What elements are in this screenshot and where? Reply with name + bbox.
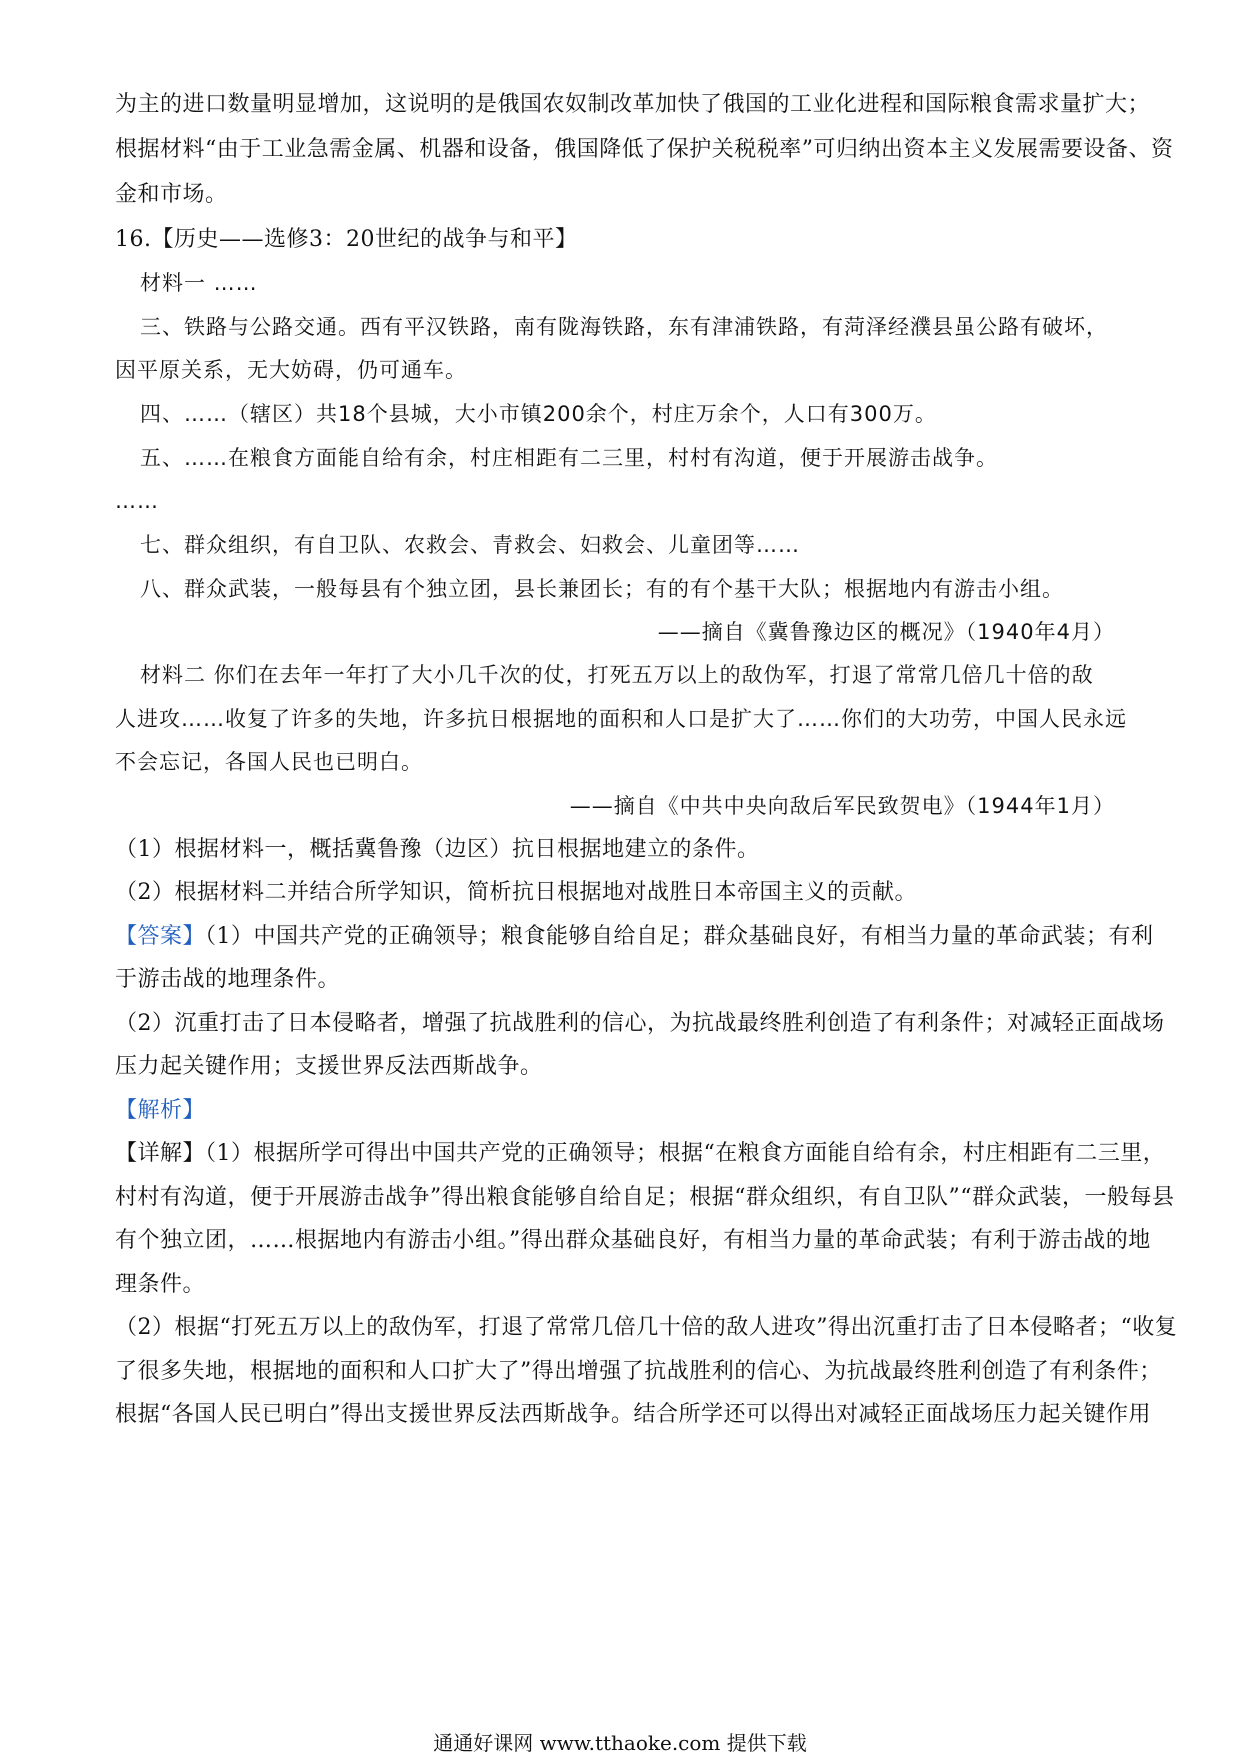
paragraph-line: 根据材料“由于工业急需金属、机器和设备，俄国降低了保护关税税率”可归纳出资本主义发展需要设备、资: [115, 137, 1174, 162]
material-two-source: ——摘自《中共中央向敌后军民致贺电》（1944年1月）: [569, 794, 1115, 818]
question-title: 16.【历史——选修3：20世纪的战争与和平】: [115, 227, 578, 252]
detail-line: 理条件。: [115, 1272, 206, 1297]
detail-line: 根据“各国人民已明白”得出支援世界反法西斯战争。结合所学还可以得出对减轻正面战场压力起关键作用: [115, 1402, 1151, 1427]
material-one-line: 五、……在粮食方面能自给有余，村庄相距有二三里，村村有沟道，便于开展游击战争。: [140, 446, 998, 470]
material-two-line: 人进攻……收复了许多的失地，许多抗日根据地的面积和人口是扩大了……你们的大功劳，中国人民永远: [115, 707, 1127, 731]
material-one-source: ——摘自《冀鲁豫边区的概况》（1940年4月）: [657, 620, 1115, 644]
paragraph-line: 金和市场。: [115, 182, 228, 207]
material-one-line: 三、铁路与公路交通。西有平汉铁路，南有陇海铁路，东有津浦铁路，有菏泽经濮县虽公路有破坏，: [140, 315, 1108, 339]
detail-line: 村村有沟道，便于开展游击战争”得出粮食能够自给自足；根据“群众组织，有自卫队”“群众武装，一般每县: [115, 1185, 1175, 1210]
answer-tag: 【答案】: [115, 924, 206, 949]
material-one-line: 因平原关系，无大妨碍，仍可通车。: [115, 358, 467, 382]
sub-question-1: （1）根据材料一，概括冀鲁豫（边区）抗日根据地建立的条件。: [115, 837, 760, 862]
material-one-line: 七、群众组织，有自卫队、农救会、青救会、妇救会、儿童团等……: [140, 533, 800, 557]
footer-text: 通通好课网 www.tthaoke.com 提供下载: [433, 1731, 807, 1755]
material-one-label: 材料一 ……: [140, 271, 258, 295]
paragraph-line: 为主的进口数量明显增加，这说明的是俄国农奴制改革加快了俄国的工业化进程和国际粮食需求量扩大；: [115, 92, 1151, 117]
material-two-line: 材料二 你们在去年一年打了大小几千次的仗，打死五万以上的敌伪军，打退了常常几倍几十倍的敌: [140, 663, 1094, 687]
material-one-ellipsis: ……: [115, 489, 159, 513]
detail-line: （2）根据“打死五万以上的敌伪军，打退了常常几倍几十倍的敌人进攻”得出沉重打击了日本侵略者；“收复: [115, 1315, 1178, 1340]
answer-line: [115, 922, 1154, 952]
detail-line: [115, 1139, 1166, 1169]
answer-line: （2）沉重打击了日本侵略者，增强了抗战胜利的信心，为抗战最终胜利创造了有利条件；对减轻正面战场: [115, 1011, 1165, 1036]
detail-text: （1）根据所学可得出中国共产党的正确领导；根据“在粮食方面能自给有余，村庄相距有二三里，: [205, 1141, 1166, 1166]
analysis-tag: 【解析】: [115, 1098, 206, 1123]
material-one-line: 八、群众武装，一般每县有个独立团，县长兼团长；有的有个基干大队；根据地内有游击小组。: [140, 577, 1064, 601]
material-one-line: 四、……（辖区）共18个县城，大小市镇200余个，村庄万余个，人口有300万。: [140, 402, 937, 426]
detail-line: 有个独立团，……根据地内有游击小组。”得出群众基础良好，有相当力量的革命武装；有利于游击战的地: [115, 1228, 1151, 1253]
answer-line: 于游击战的地理条件。: [115, 967, 341, 992]
detail-line: 了很多失地，根据地的面积和人口扩大了”得出增强了抗战胜利的信心、为抗战最终胜利创造了有利条件；: [115, 1359, 1162, 1384]
detail-tag: 【详解】: [115, 1141, 206, 1166]
answer-text: （1）中国共产党的正确领导；粮食能够自给自足；群众基础良好，有相当力量的革命武装；有利: [205, 924, 1154, 949]
material-two-line: 不会忘记，各国人民也已明白。: [115, 750, 423, 774]
sub-question-2: （2）根据材料二并结合所学知识，简析抗日根据地对战胜日本帝国主义的贡献。: [115, 880, 917, 905]
answer-line: 压力起关键作用；支援世界反法西斯战争。: [115, 1054, 543, 1079]
